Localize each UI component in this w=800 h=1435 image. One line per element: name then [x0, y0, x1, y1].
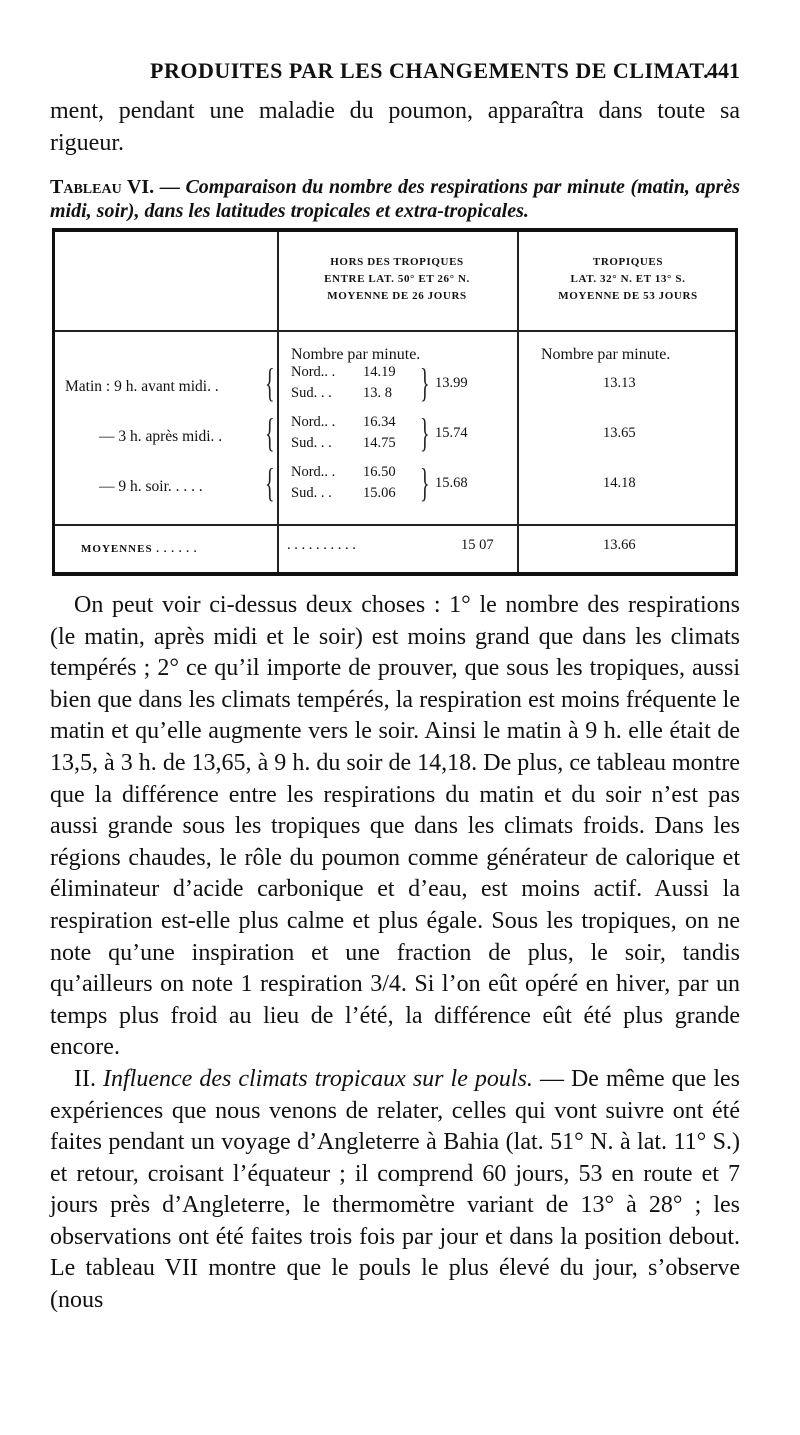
column-header-hors-tropiques [281, 254, 513, 305]
table-caption [50, 175, 740, 223]
subheader-hors: Nombre par minute. [291, 346, 421, 363]
row-brace: { [265, 360, 275, 405]
table-divider-1 [277, 232, 279, 572]
moyennes-label: MOYENNES . . . . . . [81, 543, 198, 555]
caption-label: Tableau VI. — [50, 176, 180, 198]
avg-brace: } [420, 360, 430, 405]
row-label-apres-midi: — 3 h. après midi. . [99, 428, 223, 445]
nord-label: Nord.. . [291, 464, 336, 480]
moyennes-hors: 15 07 [461, 537, 494, 553]
avg-brace: } [420, 460, 430, 505]
table-header-rule [55, 330, 735, 332]
page-number: 441 [707, 58, 740, 83]
moyennes-dots: . . . . . . . . . . [287, 537, 356, 553]
nord-label: Nord.. . [291, 414, 336, 430]
header-trop-line-3: MOYENNE DE 53 JOURS [558, 290, 698, 302]
subheader-tropiques: Nombre par minute. [541, 346, 671, 363]
hors-average: 15.68 [435, 475, 468, 491]
running-header [50, 58, 740, 88]
tropiques-value: 13.65 [603, 425, 636, 441]
body-text [50, 590, 740, 1317]
sud-label: Sud. . . [291, 435, 332, 451]
intro-paragraph: ment, pendant une maladie du poumon, apparaîtra dans toute sa rigueur. [50, 98, 740, 156]
moyennes-tropiques: 13.66 [603, 537, 636, 553]
header-hors-line-1: HORS DES TROPIQUES [330, 256, 464, 268]
hors-average: 15.74 [435, 425, 468, 441]
row-brace: { [265, 460, 275, 505]
row-brace: { [265, 410, 275, 455]
sud-label: Sud. . . [291, 385, 332, 401]
body-paragraph-1: On peut voir ci-dessus deux choses : 1° le nombre des respirations (le matin, après midi et le soir) est moins grand que dans les climats tempérés ; 2° ce qu’il importe de prouver, que sous les tropiques, aussi bien que dans les climats tempérés, la respiration est moins fréquente le matin et qu’elle augmente vers le soir. Ainsi le matin à 9 h. elle était de 13,5, à 3 h. de 13,65, à 9 h. du soir de 14,18. De plus, ce tableau montre que la différence entre les respirations du matin et du soir n’est pas aussi grande sous les tropiques que dans les climats froids. Dans les régions chaudes, le rôle du poumon comme générateur de calorique et éliminateur d’acide carbonique et d’eau, est moins actif. Aussi la respiration est-elle plus calme et plus égale. Sous les tropiques, on ne note qu’une inspiration et une fraction de plus, le soir, tandis qu’ailleurs on note 1 respiration 3/4. Si l’on eût opéré en hiver, par un temps plus froid au lieu de l’été, la différence eût été plus grande encore. [50, 592, 740, 1061]
table-moyennes-rule [55, 524, 735, 526]
data-table [52, 228, 738, 576]
running-title: PRODUITES PAR LES CHANGEMENTS DE CLIMAT. [150, 58, 710, 83]
sud-label: Sud. . . [291, 485, 332, 501]
sud-value: 15.06 [363, 485, 396, 501]
nord-label: Nord.. . [291, 364, 336, 380]
row-label-matin: Matin : 9 h. avant midi. . [65, 378, 219, 395]
section-text: — De même que les expériences que nous venons de relater, celles qui vont suivre ont été faites pendant un voyage d’Angleterre à Bahia (lat. 51° N. à lat. 11° S.) et retour, croisant l’équateur ; il comprend 60 jours, 53 en route et 7 jours près d’Angleterre, le thermomètre variant de 13° à 28° ; les observations ont été faites trois fois par jour et dans la position debout. Le tableau VII montre que le pouls le plus élevé du jour, s’observe (nous [50, 1065, 740, 1314]
column-header-tropiques [521, 254, 735, 305]
nord-value: 14.19 [363, 364, 396, 380]
nord-value: 16.50 [363, 464, 396, 480]
row-label-soir: — 9 h. soir. . . . . [99, 478, 203, 495]
section-number: II. [74, 1065, 96, 1092]
tropiques-value: 14.18 [603, 475, 636, 491]
header-hors-line-2: ENTRE LAT. 50° ET 26° N. [324, 273, 470, 285]
hors-average: 13.99 [435, 375, 468, 391]
table-divider-2 [517, 232, 519, 572]
header-trop-line-2: LAT. 32° N. ET 13° S. [570, 273, 686, 285]
nord-value: 16.34 [363, 414, 396, 430]
avg-brace: } [420, 410, 430, 455]
sud-value: 14.75 [363, 435, 396, 451]
header-hors-line-3: MOYENNE DE 26 JOURS [327, 290, 467, 302]
section-title: Influence des climats tropicaux sur le pouls. [103, 1065, 533, 1092]
caption-text: Comparaison du nombre des respirations par minute (matin, après midi, soir), dans les latitudes tropicales et extra-tropicales. [50, 176, 741, 222]
tropiques-value: 13.13 [603, 375, 636, 391]
header-trop-line-1: TROPIQUES [592, 256, 664, 268]
sud-value: 13. 8 [363, 385, 392, 401]
body-paragraph-2 [50, 1064, 740, 1317]
